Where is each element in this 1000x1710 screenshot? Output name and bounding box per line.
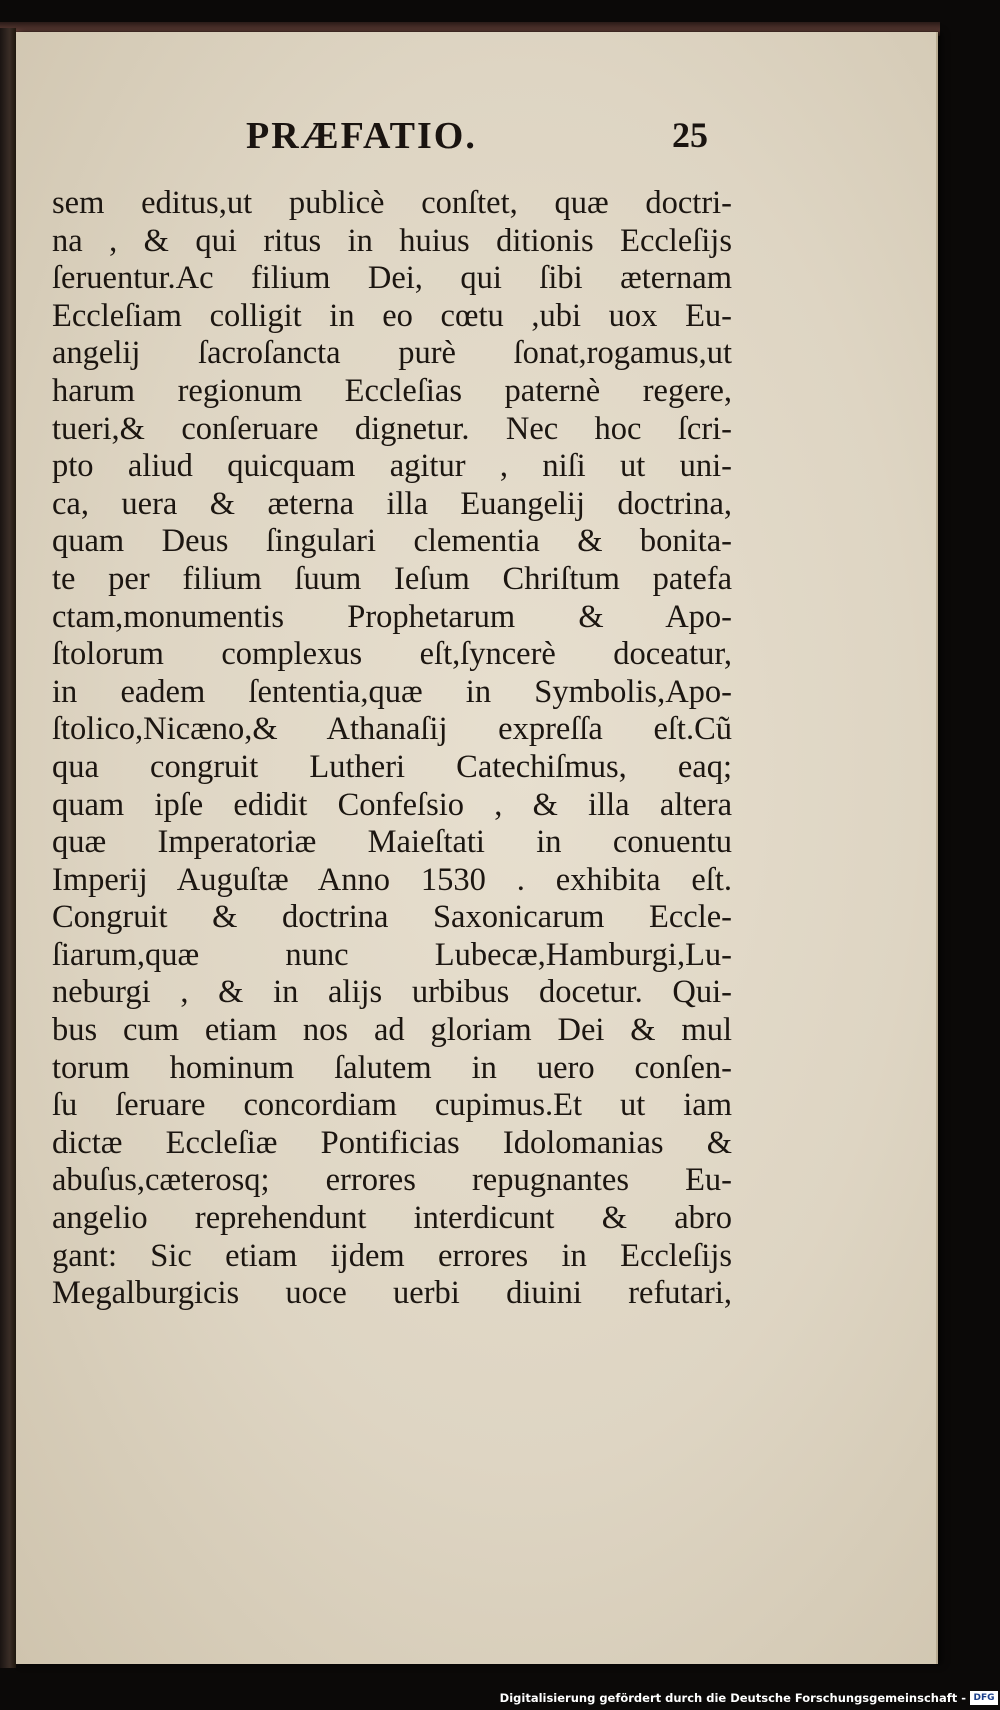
- text-line: ſiarum,quæ nunc Lubecæ,Hamburgi,Lu-: [52, 936, 732, 973]
- text-line: quam ipſe edidit Confeſsio , & illa altera: [52, 786, 732, 823]
- text-line: ſtolico,Nicæno,& Athanaſij expreſſa eſt.Cũ: [52, 711, 732, 748]
- text-line: Megalburgicis uoce uerbi diuini refutari,: [52, 1275, 732, 1312]
- text-line: in eadem ſententia,quæ in Symbolis,Apo-: [52, 673, 732, 710]
- text-line: tueri,& conſeruare dignetur. Nec hoc ſcri-: [52, 410, 732, 447]
- text-line: na , & qui ritus in huius ditionis Eccleſijs: [52, 222, 732, 259]
- text-line: Imperij Auguſtæ Anno 1530 . exhibita eſt.: [52, 861, 732, 898]
- footer-bar: [0, 1684, 1000, 1710]
- text-line: quam Deus ſingulari clementia & bonita-: [52, 523, 732, 560]
- dfg-logo: DFG: [970, 1691, 998, 1705]
- book-spine-edge: [0, 28, 16, 1668]
- body-text: [52, 185, 732, 1313]
- text-line: qua congruit Lutheri Catechiſmus, eaq;: [52, 748, 732, 785]
- text-line: angelij ſacroſancta purè ſonat,rogamus,ut: [52, 335, 732, 372]
- text-line: angelio reprehendunt interdicunt & abro: [52, 1200, 732, 1237]
- text-line: harum regionum Eccleſias paternè regere,: [52, 372, 732, 409]
- text-line: ſtolorum complexus eſt,ſyncerè doceatur,: [52, 636, 732, 673]
- text-line: quæ Imperatoriæ Maieſtati in conuentu: [52, 824, 732, 861]
- text-line: ctam,monumentis Prophetarum & Apo-: [52, 598, 732, 635]
- text-line: torum hominum ſalutem in uero conſen-: [52, 1049, 732, 1086]
- text-line: Eccleſiam colligit in eo cœtu ,ubi uox Eu-: [52, 297, 732, 334]
- page-number: 25: [672, 115, 708, 155]
- text-line: te per filium ſuum Ieſum Chriſtum patefa: [52, 560, 732, 597]
- text-line: pto aliud quicquam agitur , niſi ut uni-: [52, 448, 732, 485]
- text-line: dictæ Eccleſiæ Pontificias Idolomanias &: [52, 1124, 732, 1161]
- running-header: PRÆFATIO.: [246, 115, 477, 157]
- text-line: gant: Sic etiam ijdem errores in Eccleſijs: [52, 1237, 732, 1274]
- text-line: bus cum etiam nos ad gloriam Dei & mul: [52, 1012, 732, 1049]
- text-line: ca, uera & æterna illa Euangelij doctrina,: [52, 485, 732, 522]
- text-line: Congruit & doctrina Saxonicarum Eccle-: [52, 899, 732, 936]
- text-line: sem editus,ut publicè conſtet, quæ doctri-: [52, 185, 732, 221]
- text-line: neburgi , & in alijs urbibus docetur. Qui-: [52, 974, 732, 1011]
- text-line: ſeruentur.Ac filium Dei, qui ſibi æternam: [52, 260, 732, 297]
- funding-credit: Digitalisierung gefördert durch die Deutsche Forschungsgemeinschaft -: [499, 1691, 966, 1705]
- book-page: [16, 32, 938, 1664]
- text-line: abuſus,cæterosq; errores repugnantes Eu-: [52, 1162, 732, 1199]
- text-line: ſu ſeruare concordiam cupimus.Et ut iam: [52, 1087, 732, 1124]
